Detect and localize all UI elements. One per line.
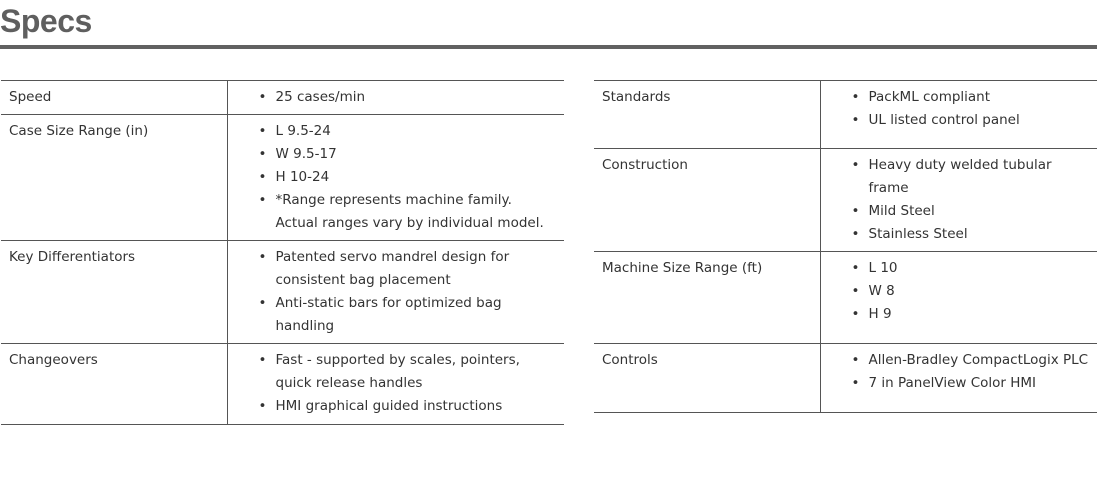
spec-item: • W 8	[851, 280, 1090, 303]
spec-row-controls	[594, 344, 1097, 413]
spec-row-standards	[594, 81, 1097, 149]
spec-value	[820, 344, 1097, 413]
spec-value	[227, 81, 564, 115]
spec-item: • UL listed control panel	[851, 109, 1090, 132]
spec-value	[227, 115, 564, 241]
spec-row-speed	[1, 81, 564, 115]
spec-item: • Allen-Bradley CompactLogix PLC	[851, 349, 1090, 372]
title-divider	[0, 45, 1097, 49]
spec-item: • 7 in PanelView Color HMI	[851, 372, 1090, 395]
spec-item: • *Range represents machine family. Actual ranges vary by individual model.	[258, 189, 557, 235]
page-title: Specs	[0, 3, 92, 39]
spec-item: • 25 cases/min	[258, 86, 557, 109]
spec-label: Speed	[1, 81, 227, 115]
spec-item: • W 9.5-17	[258, 143, 557, 166]
spec-label: Changeovers	[1, 344, 227, 425]
spec-label: Machine Size Range (ft)	[594, 252, 820, 344]
spec-value	[227, 241, 564, 344]
spec-label: Controls	[594, 344, 820, 413]
spec-item: • Fast - supported by scales, pointers, quick release handles	[258, 349, 557, 395]
spec-label: Standards	[594, 81, 820, 149]
spec-item: • Patented servo mandrel design for consistent bag placement	[258, 246, 557, 292]
spec-item: • H 9	[851, 303, 1090, 326]
spec-item: • Mild Steel	[851, 200, 1090, 223]
spec-value	[820, 252, 1097, 344]
spec-item: • HMI graphical guided instructions	[258, 395, 557, 418]
specs-table-left	[1, 80, 564, 425]
spec-item: • L 10	[851, 257, 1090, 280]
spec-item: • Anti-static bars for optimized bag handling	[258, 292, 557, 338]
spec-item: • Stainless Steel	[851, 223, 1090, 246]
spec-label: Key Differentiators	[1, 241, 227, 344]
spec-item: • L 9.5-24	[258, 120, 557, 143]
spec-item: • PackML compliant	[851, 86, 1090, 109]
spec-row-key-differentiators	[1, 241, 564, 344]
spec-value	[820, 81, 1097, 149]
spec-row-machine-size-range	[594, 252, 1097, 344]
spec-item: • Heavy duty welded tubular frame	[851, 154, 1090, 200]
spec-label: Construction	[594, 149, 820, 252]
spec-row-construction	[594, 149, 1097, 252]
spec-row-case-size-range	[1, 115, 564, 241]
specs-table-right	[594, 80, 1097, 413]
spec-row-changeovers	[1, 344, 564, 425]
spec-value	[820, 149, 1097, 252]
spec-label: Case Size Range (in)	[1, 115, 227, 241]
spec-item: • H 10-24	[258, 166, 557, 189]
spec-value	[227, 344, 564, 425]
